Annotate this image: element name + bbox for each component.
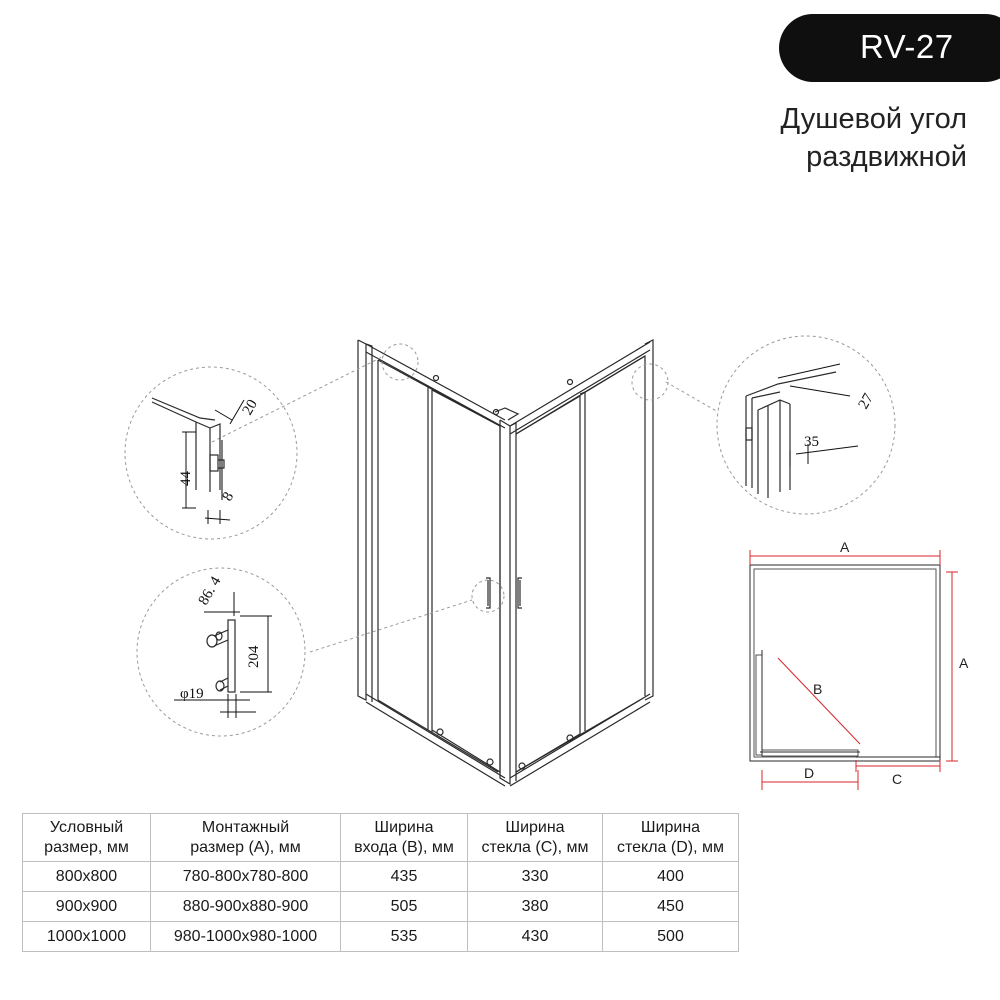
subtitle-line-1: Душевой угол (780, 103, 967, 135)
subtitle-line-2: раздвижной (806, 141, 967, 173)
plan-label-a-top: A (840, 539, 850, 555)
model-code: RV-27 (860, 28, 954, 65)
table-row (23, 892, 739, 922)
shower-enclosure-drawing (358, 340, 653, 786)
dim-profile-width: 20 (239, 397, 261, 418)
table-cell: 800х800 (23, 862, 151, 892)
dim-profile-height: 44 (178, 471, 194, 486)
table-cell: 1000х1000 (23, 922, 151, 952)
plan-label-d: D (804, 765, 815, 781)
table-header: Ширина входа (В), мм (341, 814, 468, 862)
table-row (23, 862, 739, 892)
table-cell: 430 (468, 922, 603, 952)
dim-side-offset: 35 (804, 434, 819, 450)
table-header: Условный размер, мм (23, 814, 151, 862)
detail-side-profile (746, 372, 836, 498)
dim-profile-gap: 8 (219, 489, 238, 504)
table-header-row (23, 814, 739, 862)
table-cell: 380 (468, 892, 603, 922)
table-cell: 900х900 (23, 892, 151, 922)
detail-top-profile-dimensions (182, 400, 244, 524)
table-cell: 505 (341, 892, 468, 922)
size-spec-table (22, 813, 739, 952)
dim-handle-diameter: φ19 (180, 686, 204, 702)
table-header: Ширина стекла (С), мм (468, 814, 603, 862)
table-row (23, 922, 739, 952)
table-cell: 535 (341, 922, 468, 952)
table-cell: 780-800х780-800 (151, 862, 341, 892)
dim-handle-length: 204 (246, 645, 262, 668)
plan-view (750, 565, 940, 761)
table-cell: 400 (603, 862, 739, 892)
table-cell: 330 (468, 862, 603, 892)
plan-dimensions (750, 550, 958, 790)
plan-label-a-side: A (959, 655, 969, 671)
table-cell: 450 (603, 892, 739, 922)
dim-handle-spacing: 86. 4 (195, 574, 225, 608)
table-header: Ширина стекла (D), мм (603, 814, 739, 862)
table-header: Монтажный размер (А), мм (151, 814, 341, 862)
detail-handle (207, 620, 235, 692)
table-cell: 500 (603, 922, 739, 952)
plan-label-c: C (892, 771, 903, 787)
table-cell: 435 (341, 862, 468, 892)
plan-label-b: B (813, 681, 823, 697)
table-cell: 880-900х880-900 (151, 892, 341, 922)
dim-side-depth: 27 (855, 391, 877, 412)
table-cell: 980-1000х980-1000 (151, 922, 341, 952)
